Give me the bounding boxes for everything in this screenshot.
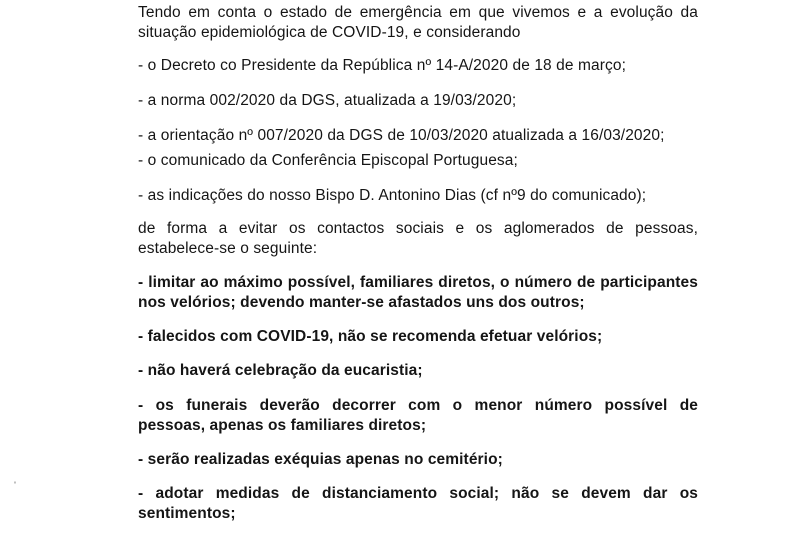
rule-funerals-line-2: pessoas, apenas os familiares diretos; [138,417,427,434]
scan-speck: ˌ [13,470,18,484]
rule-funerals-line-1: - os funerais deverão decorrer com o menor número possível de [138,397,698,414]
consideration-dgs-orientation: - a orientação nº 007/2020 da DGS de 10/03/2020 atualizada a 16/03/2020; [138,127,665,144]
rule-no-eucharist: - não haverá celebração da eucaristia; [138,362,423,379]
consideration-bishop-indications: - as indicações do nosso Bispo D. Antonino Dias (cf nº9 do comunicado); [138,187,647,204]
purpose-line-2: estabelece-se o seguinte: [138,240,318,257]
rule-limit-participants-line-2: nos velórios; devendo manter-se afastados uns dos outros; [138,294,585,311]
consideration-episcopal-conference: - o comunicado da Conferência Episcopal Portuguesa; [138,152,518,169]
consideration-dgs-norm: - a norma 002/2020 da DGS, atualizada a 19/03/2020; [138,92,517,109]
rule-limit-participants-line-1: - limitar ao máximo possível, familiares diretos, o número de participantes [138,274,698,291]
purpose-line-1: de forma a evitar os contactos sociais e os aglomerados de pessoas, [138,220,698,237]
rule-cemetery-exequies: - serão realizadas exéquias apenas no cemitério; [138,451,503,468]
rule-covid-deceased: - falecidos com COVID-19, não se recomenda efetuar velórios; [138,328,603,345]
consideration-decree: - o Decreto co Presidente da República nº 14-A/2020 de 18 de março; [138,57,626,74]
intro-line-2: situação epidemiológica de COVID-19, e considerando [138,24,521,41]
rule-social-distancing-line-1: - adotar medidas de distanciamento social; não se devem dar os [138,485,698,502]
rule-social-distancing-line-2: sentimentos; [138,505,236,522]
intro-line-1: Tendo em conta o estado de emergência em que vivemos e a evolução da [138,4,698,21]
